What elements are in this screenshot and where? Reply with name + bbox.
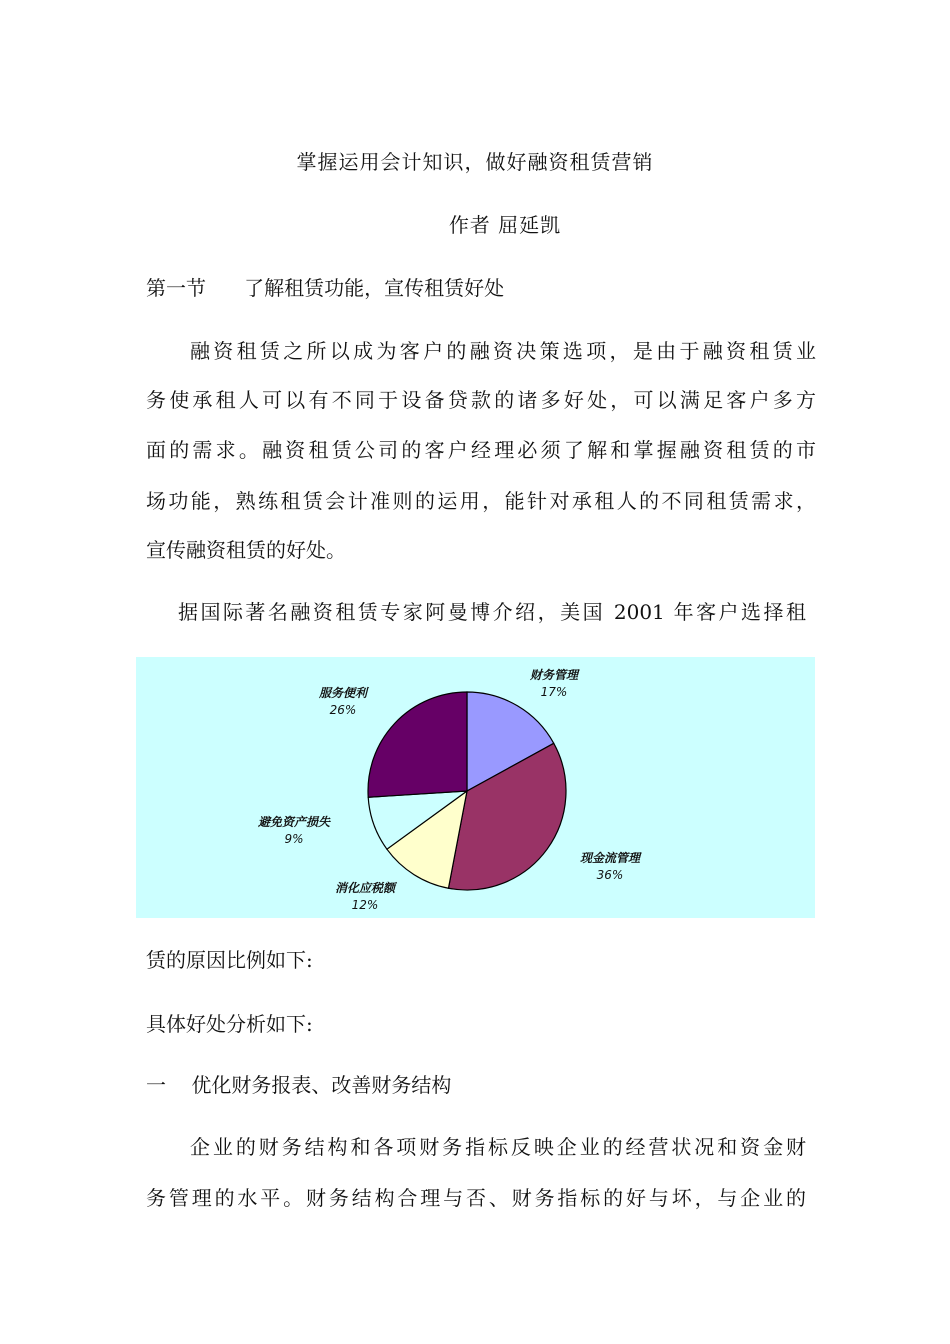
pie-slice-value-label: 36% — [596, 868, 624, 882]
paragraph-line: 务管理的水平。财务结构合理与否、财务指标的好与坏，与企业的 — [146, 1186, 806, 1210]
document-title: 掌握运用会计知识，做好融资租赁营销 — [296, 150, 654, 174]
paragraph-line: 务使承租人可以有不同于设备贷款的诸多好处，可以满足客户多方 — [146, 388, 816, 412]
pie-chart-svg — [136, 657, 815, 918]
pie-slice-label: 现金流管理 — [579, 851, 641, 865]
pie-slice-label: 服务便利 — [318, 686, 368, 700]
document-author: 作者 屈延凯 — [448, 213, 562, 237]
pie-slice-value-label: 26% — [329, 703, 357, 717]
paragraph-line: 面的需求。融资租赁公司的客户经理必须了解和掌握融资租赁的市 — [146, 438, 816, 462]
paragraph-line: 宣传融资租赁的好处。 — [146, 538, 346, 562]
section-heading: 第一节 了解租赁功能，宣传租赁好处 — [146, 276, 505, 300]
paragraph-line: 企业的财务结构和各项财务指标反映企业的经营状况和资金财 — [190, 1135, 806, 1159]
paragraph-line: 场功能，熟练租赁会计准则的运用，能针对承租人的不同租赁需求， — [146, 489, 816, 513]
pie-slice-value-label: 17% — [540, 685, 568, 699]
pie-slice-label: 避免资产损失 — [257, 815, 331, 829]
paragraph-line: 据国际著名融资租赁专家阿曼博介绍，美国 2001 年客户选择租 — [178, 600, 806, 624]
pie-slice-value-label: 12% — [351, 898, 379, 912]
pie-slice-label: 消化应税额 — [334, 881, 396, 895]
pie-chart — [136, 657, 815, 918]
pie-slice-value-label: 9% — [284, 832, 304, 846]
pie-slice — [368, 692, 467, 797]
pie-slice-label: 财务管理 — [529, 668, 579, 682]
analysis-intro: 具体好处分析如下: — [146, 1012, 313, 1036]
paragraph-line: 赁的原因比例如下: — [146, 948, 313, 972]
item-heading: 一 优化财务报表、改善财务结构 — [146, 1073, 452, 1097]
paragraph-line: 融资租赁之所以成为客户的融资决策选项，是由于融资租赁业 — [190, 339, 816, 363]
